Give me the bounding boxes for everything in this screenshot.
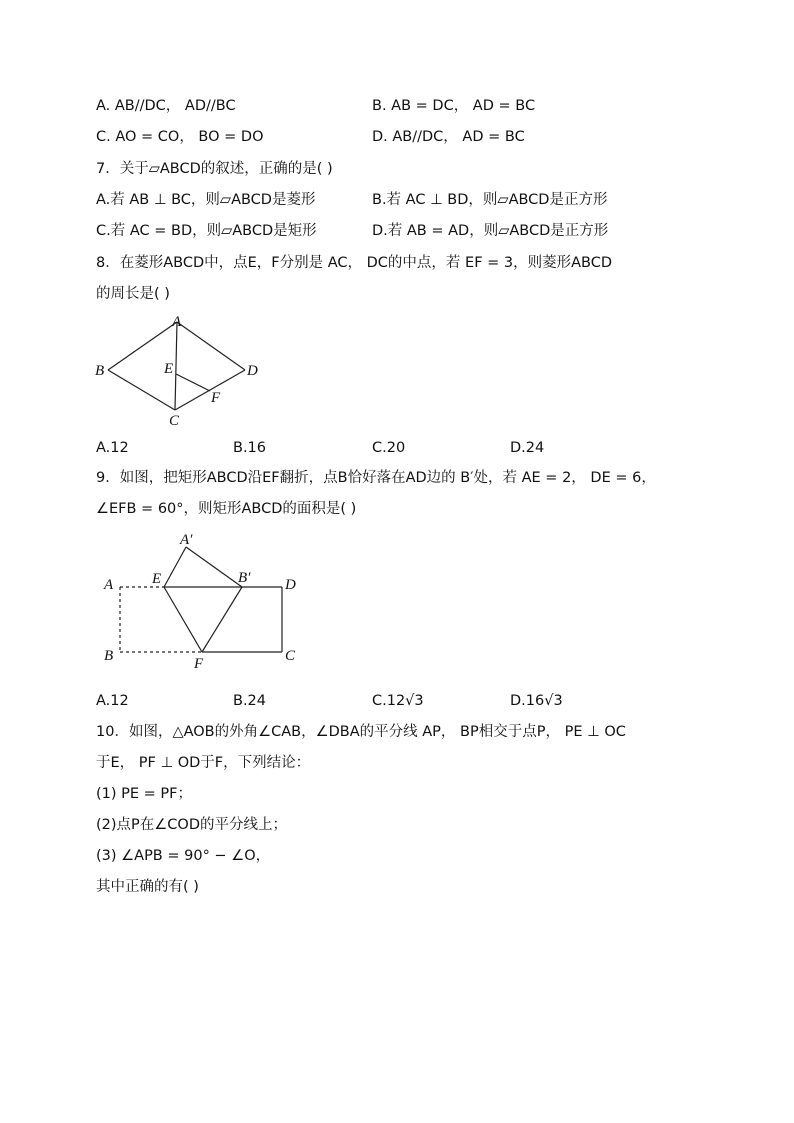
- q9-option-d: D.16√3: [510, 693, 563, 709]
- q8-rhombus-figure: [90, 310, 270, 430]
- q9-rectangle-fold-figure: [96, 528, 316, 678]
- q9-stem-line2: ∠EFB = 60°，则矩形ABCD的面积是( ): [96, 501, 357, 517]
- q9-segment-b1f: [202, 587, 242, 652]
- q10-stem-line2: 于E， PF ⊥ OD于F，下列结论：: [96, 755, 311, 771]
- q9-segment-ea1: [164, 547, 186, 587]
- q8-label-f: F: [211, 390, 221, 406]
- q6-option-b: B. AB = DC， AD = BC: [372, 98, 536, 114]
- q8-stem-line1: 8．在菱形ABCD中，点E，F分别是 AC， DC的中点，若 EF = 3，则菱形ABCD: [96, 255, 613, 271]
- q8-option-c: C.20: [372, 440, 406, 456]
- q9-option-b: B.24: [233, 693, 267, 709]
- q6-option-d: D. AB//DC， AD = BC: [372, 129, 525, 145]
- q7-option-c: C.若 AC = BD，则▱ABCD是矩形: [96, 223, 317, 239]
- q9-fold-ef: [164, 587, 202, 652]
- q10-conclusion-3: (3) ∠APB = 90° − ∠O，: [96, 848, 271, 864]
- q9-label-f: F: [194, 656, 204, 672]
- q9-label-b: B: [104, 648, 114, 664]
- q7-stem: 7．关于▱ABCD的叙述，正确的是( ): [96, 161, 333, 177]
- q9-option-c: C.12√3: [372, 693, 424, 709]
- q9-label-d: D: [285, 577, 296, 593]
- q8-label-e: E: [164, 361, 174, 377]
- q9-label-a1: A′: [180, 532, 193, 548]
- q8-segment-ef: [176, 374, 210, 391]
- q8-side-cd: [175, 370, 245, 410]
- q8-label-b: B: [95, 363, 105, 379]
- q6-option-a: A. AB//DC， AD//BC: [96, 98, 236, 114]
- q10-conclusion-2: (2)点P在∠COD的平分线上；: [96, 817, 287, 833]
- q8-side-da: [177, 322, 245, 370]
- q9-segment-a1b1: [186, 547, 242, 587]
- q9-stem-line1: 9．如图，把矩形ABCD沿EF翻折，点B恰好落在AD边的 B′处，若 AE = 2， DE = 6，: [96, 470, 656, 486]
- q8-option-b: B.16: [233, 440, 267, 456]
- q9-label-e: E: [152, 571, 162, 587]
- q8-option-a: A.12: [96, 440, 129, 456]
- q9-label-a: A: [104, 577, 114, 593]
- q7-option-d: D.若 AB = AD，则▱ABCD是正方形: [372, 223, 609, 239]
- q8-stem-line2: 的周长是( ): [96, 286, 170, 302]
- q9-option-a: A.12: [96, 693, 129, 709]
- q6-option-c: C. AO = CO， BO = DO: [96, 129, 264, 145]
- q10-conclusion-1: (1) PE = PF；: [96, 786, 193, 802]
- q8-label-c: C: [169, 413, 180, 429]
- q9-label-b1: B′: [238, 570, 251, 586]
- q8-diagonal-ac: [175, 322, 177, 410]
- q8-label-d: D: [247, 363, 258, 379]
- q8-option-d: D.24: [510, 440, 545, 456]
- q9-label-c: C: [285, 648, 296, 664]
- q7-option-a: A.若 AB ⊥ BC，则▱ABCD是菱形: [96, 192, 316, 208]
- q8-label-a: A: [172, 314, 182, 330]
- q10-ask: 其中正确的有( ): [96, 879, 199, 895]
- q7-option-b: B.若 AC ⊥ BD，则▱ABCD是正方形: [372, 192, 608, 208]
- q10-stem-line1: 10．如图，△AOB的外角∠CAB，∠DBA的平分线 AP， BP相交于点P， PE ⊥ OC: [96, 724, 626, 740]
